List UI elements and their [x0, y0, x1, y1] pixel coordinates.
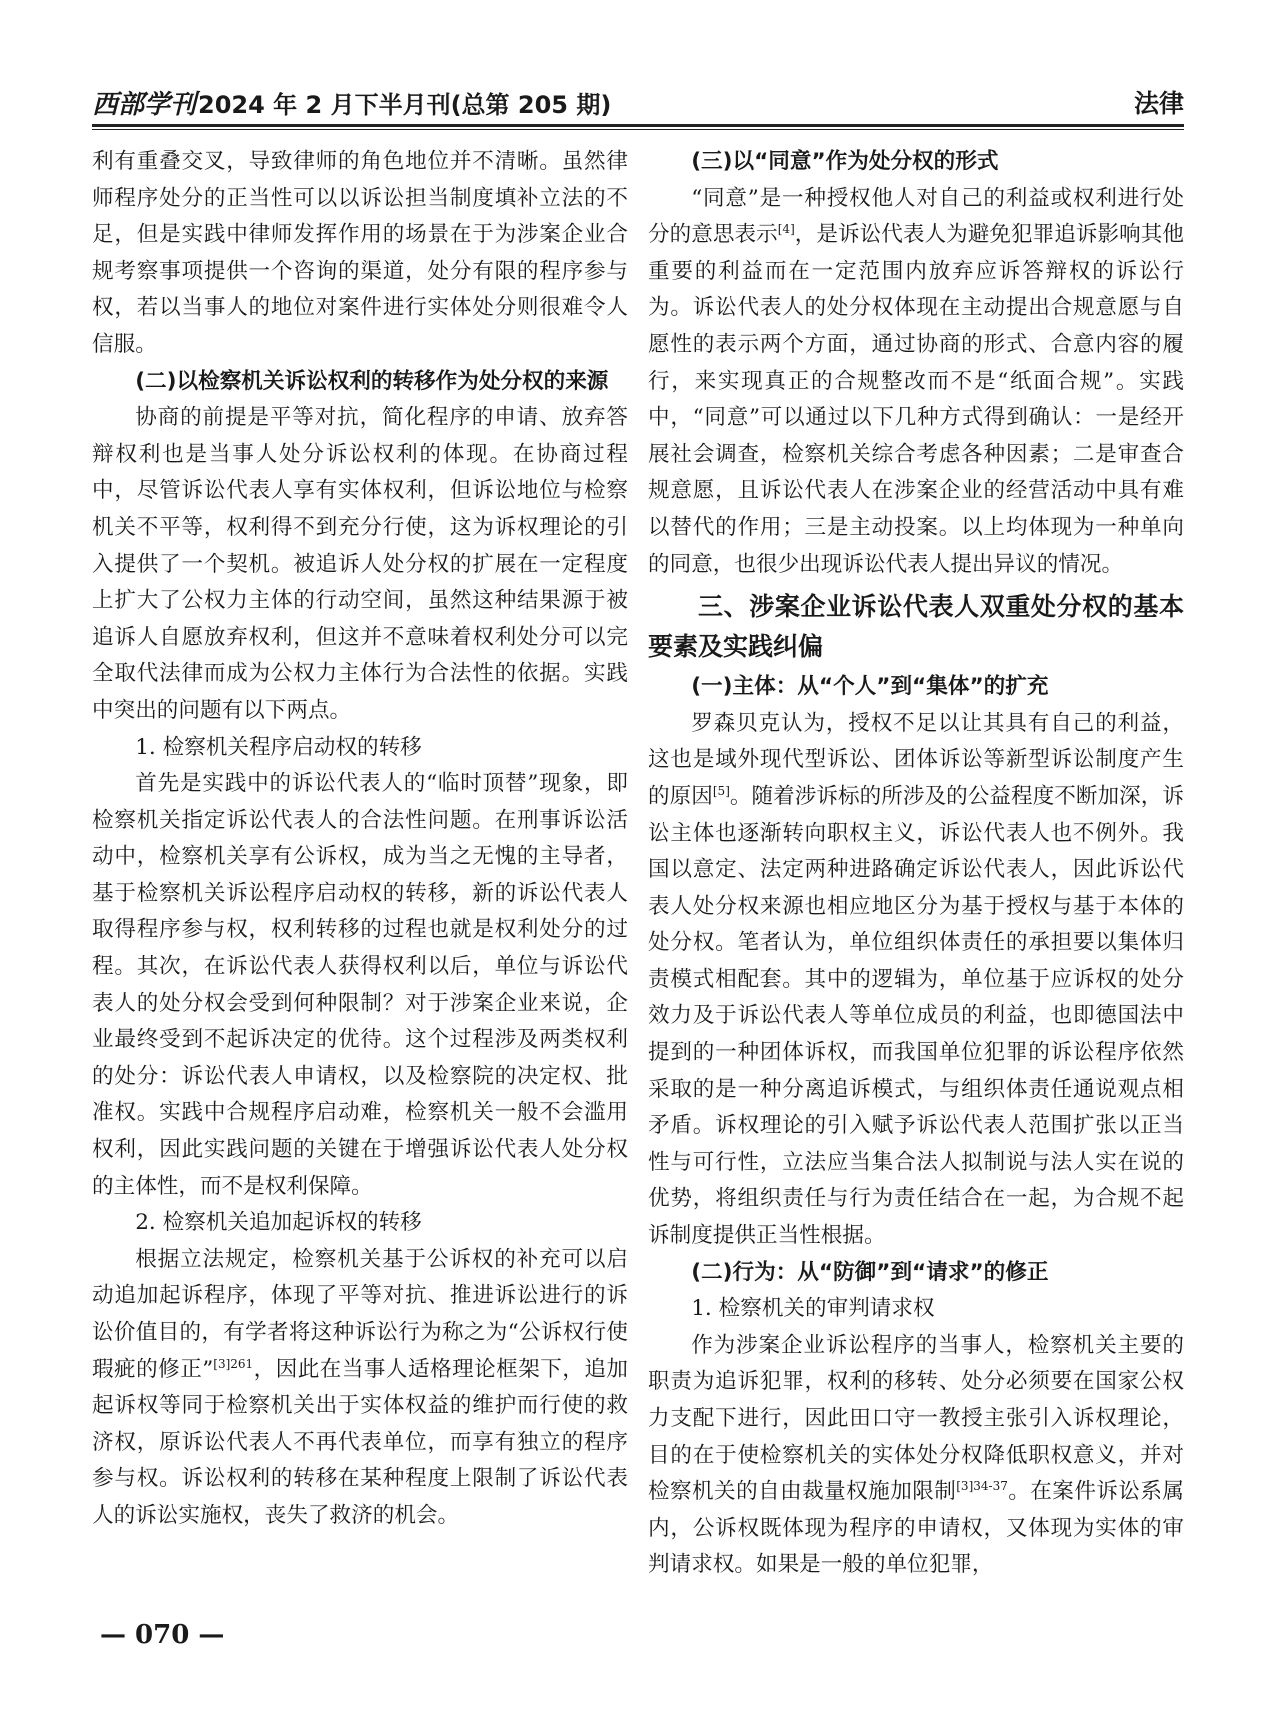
right-column: [648, 144, 1184, 1584]
issue-info: 2024 年 2 月下半月刊(总第 205 期): [198, 91, 612, 119]
section-heading: (一)主体：从“个人”到“集体”的扩充: [691, 674, 1049, 700]
paragraph: 协商的前提是平等对抗，简化程序的申请、放弃答辩权利也是当事人处分诉讼权利的体现。在协商过程中，尽管诉讼代表人享有实体权利，但诉讼地位与检察机关不平等，权利得不到充分行使，这为诉权理论的引入提供了一个契机。被追诉人处分权的扩展在一定程度上扩大了公权力主体的行动空间，虽然这种结果源于被追诉人自愿放弃权利，但这并不意味着权利处分可以完全取代法律而成为公权力主体行为合法性的依据。实践中突出的问题有以下两点。: [92, 405, 628, 723]
paragraph: [648, 706, 1184, 1255]
journal-logo: 西部学刊: [92, 90, 197, 120]
paragraph: [648, 181, 1184, 584]
journal-masthead: [92, 84, 611, 121]
page-number: — 070 —: [100, 1620, 225, 1650]
header-rule: [92, 124, 1184, 127]
section-heading: (三)以“同意”作为处分权的形式: [691, 149, 999, 174]
citation-ref: [4]: [777, 222, 795, 237]
paragraph: 首先是实践中的诉讼代表人的“临时顶替”现象，即检察机关指定诉讼代表人的合法性问题。在刑事诉讼活动中，检察机关享有公诉权，成为当之无愧的主导者，基于检察机关诉讼程序启动权的转移，新的诉讼代表人取得程序参与权，权利转移的过程也就是权利处分的过程。其次，在诉讼代表人获得权利以后，单位与诉讼代表人的处分权会受到何种限制？对于涉案企业来说，企业最终受到不起诉决定的优待。这个过程涉及两类权利的处分：诉讼代表人申请权，以及检察院的决定权、批准权。实践中合规程序启动难，检察机关一般不会滥用权利，因此实践问题的关键在于增强诉讼代表人处分权的主体性，而不是权利保障。: [92, 771, 628, 1199]
paragraph-text: 根据立法规定，检察机关基于公诉权的补充可以启动追加起诉程序，体现了平等对抗、推进诉讼进行的诉讼价值目的，有学者将这种诉讼行为称之为“公诉权行使瑕疵的修正”: [92, 1246, 628, 1382]
paragraph: 利有重叠交叉，导致律师的角色地位并不清晰。虽然律师程序处分的正当性可以以诉讼担当制度填补立法的不足，但是实践中律师发挥作用的场景在于为涉案企业合规考察事项提供一个咨询的渠道，处分有限的程序参与权，若以当事人的地位对案件进行实体处分则很难令人信服。: [92, 149, 628, 357]
paragraph-text: 。在案件诉讼系属内，公诉权既体现为程序的申请权，又体现为实体的审判请求权。如果是一般的单位犯罪，: [648, 1479, 1184, 1578]
subsection-heading: 1. 检察机关程序启动权的转移: [135, 734, 422, 760]
paragraph-text: ，是诉讼代表人为避免犯罪追诉影响其他重要的利益而在一定范围内放弃应诉答辩权的诉讼行为。诉讼代表人的处分权体现在主动提出合规意愿与自愿性的表示两个方面，通过协商的形式、合意内容的履行，来实现真正的合规整改而不是“纸面合规”。实践中，“同意”可以通过以下几种方式得到确认：一是经开展社会调查，检察机关综合考虑各种因素；二是审查合规意愿，且诉讼代表人在涉案企业的经营活动中具有难以替代的作用；三是主动投案。以上均体现为一种单向的同意，也很少出现诉讼代表人提出异议的情况。: [648, 222, 1184, 577]
paragraph-text: “同意”是一种授权他人对自己的利益或权利进行处分的意思表示: [648, 185, 1184, 248]
header-rule-thin: [92, 129, 1184, 130]
citation-ref: [5]: [712, 783, 730, 798]
paragraph-text: ，因此在当事人适格理论框架下，追加起诉权等同于检察机关出于实体权益的维护而行使的救济权，原诉讼代表人不再代表单位，而享有独立的程序参与权。诉讼权利的转移在某种程度上限制了诉讼代表人的诉讼实施权，丧失了救济的机会。: [92, 1356, 628, 1528]
section-heading: (二)行为：从“防御”到“请求”的修正: [691, 1259, 1049, 1285]
paragraph: [648, 1328, 1184, 1584]
paragraph: [92, 1242, 628, 1535]
citation-ref: [3]34-37: [956, 1479, 1008, 1494]
page-header: [92, 82, 1184, 122]
paragraph-text: 。随着涉诉标的所涉及的公益程度不断加深，诉讼主体也逐渐转向职权主义，诉讼代表人也不例外。我国以意定、法定两种进路确定诉讼代表人，因此诉讼代表人处分权来源也相应地区分为基于授权与基于本体的处分权。笔者认为，单位组织体责任的承担要以集体归责模式相配套。其中的逻辑为，单位基于应诉权的处分效力及于诉讼代表人等单位成员的利益，也即德国法中提到的一种团体诉权，而我国单位犯罪的诉讼程序依然采取的是一种分离追诉模式，与组织体责任通说观点相矛盾。诉权理论的引入赋予诉讼代表人范围扩张以正当性与可行性，立法应当集合法人拟制说与法人实在说的优势，将组织责任与行为责任结合在一起，为合规不起诉制度提供正当性根据。: [648, 783, 1184, 1249]
paragraph-text: 罗森贝克认为，授权不足以让其具有自己的利益，这也是域外现代型诉讼、团体诉讼等新型诉讼制度产生的原因: [648, 710, 1184, 809]
subsection-heading: 1. 检察机关的审判请求权: [691, 1296, 935, 1322]
section-label: 法律: [1133, 89, 1184, 118]
section-heading: (二)以检察机关诉讼权利的转移作为处分权的来源: [135, 368, 609, 394]
subsection-heading: 2. 检察机关追加起诉权的转移: [135, 1210, 422, 1236]
citation-ref: [3]261: [213, 1356, 254, 1371]
chapter-heading: 三、涉案企业诉讼代表人双重处分权的基本要素及实践纠偏: [648, 592, 1184, 662]
left-column: [92, 144, 628, 1535]
paragraph-text: 作为涉案企业诉讼程序的当事人，检察机关主要的职责为追诉犯罪，权利的移转、处分必须要在国家公权力支配下进行，因此田口守一教授主张引入诉权理论，目的在于使检察机关的实体处分权降低职权意义，并对检察机关的自由裁量权施加限制: [648, 1332, 1184, 1505]
